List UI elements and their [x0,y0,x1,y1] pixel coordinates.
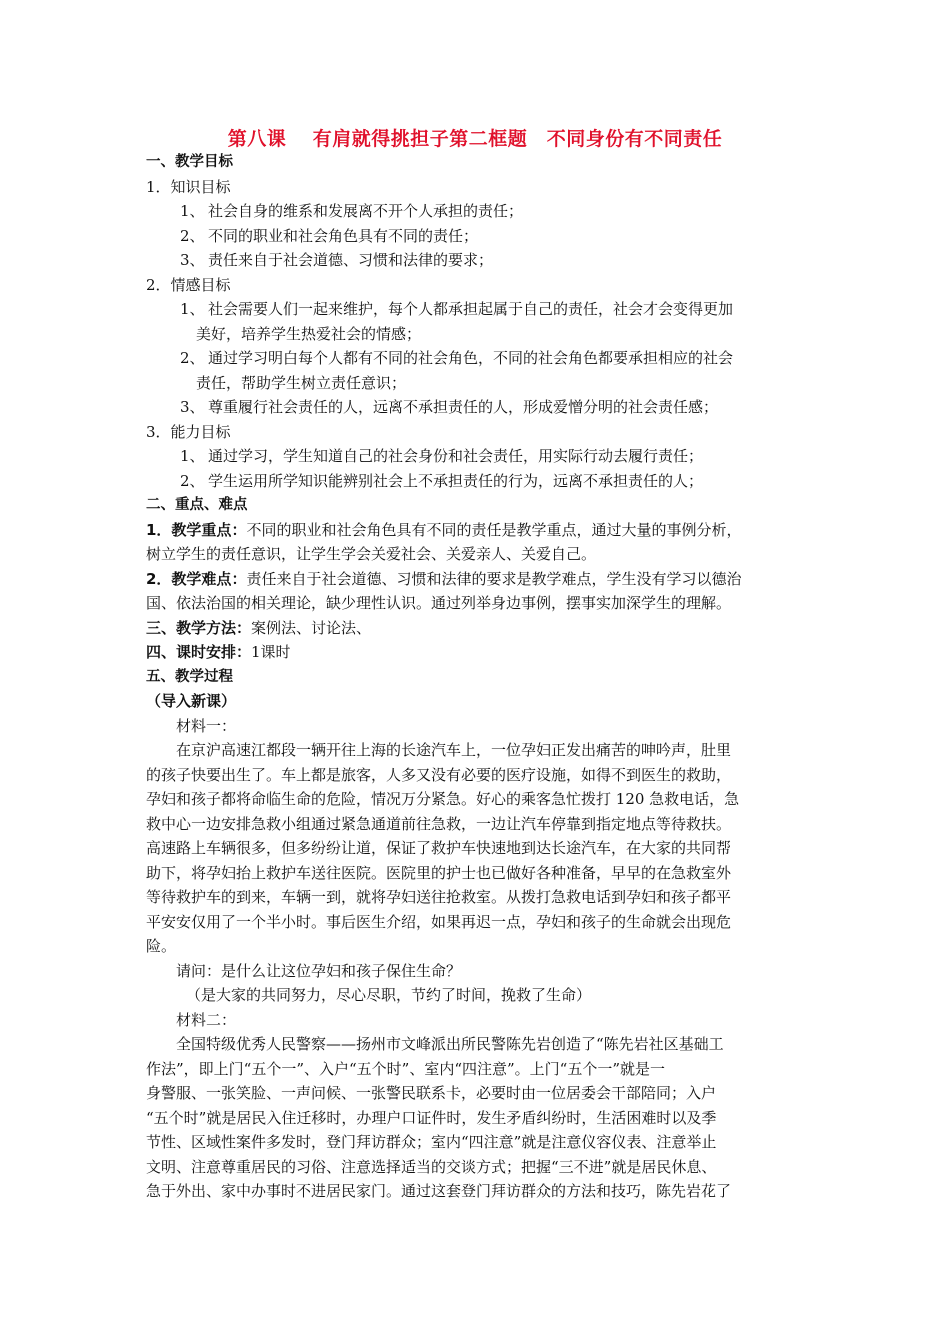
difficulty-paragraph [146,567,806,592]
list-item [146,444,806,469]
item-text: 社会需要人们一起来维护，每个人都承担起属于自己的责任，社会才会变得更加 [208,300,734,318]
list-item [146,248,806,273]
item-continuation: 责任，帮助学生树立责任意识； [196,373,407,392]
item-continuation: 美好，培养学生热爱社会的情感； [196,324,422,343]
section-heading-key-points: 二、重点、难点 [146,497,248,513]
item-text: 通过学习明白每个人都有不同的社会角色，不同的社会角色都要承担相应的社会 [208,349,734,367]
section-heading-objectives: 一、教学目标 [146,154,233,170]
material-one-label: 材料一： [176,716,237,735]
paragraph-line: 孕妇和孩子都将命临生命的危险，情况万分紧急。好心的乘客急忙拨打 120 急救电话，急 [146,790,740,808]
class-hours [146,640,806,665]
item-text: 不同的职业和社会角色具有不同的责任； [208,226,479,245]
paragraph-line: 助下，将孕妇抬上救护车送往医院。医院里的护士也已做好各种准备，早早的在急救室外 [146,863,732,882]
section-heading-hours: 四、课时安排： [146,643,252,661]
list-item [146,224,806,249]
material-two-label: 材料二： [176,1010,237,1029]
item-number: 1、 [180,202,205,220]
paragraph-line: 作法”，即上门“五个一”、入户“五个时”、室内“四注意”。上门“五个一”就是一 [146,1059,666,1078]
list-item [146,395,806,420]
list-item [146,469,806,494]
knowledge-objective-label: 1．知识目标 [146,177,231,196]
item-number: 2、 [180,471,205,490]
paragraph-line: 节性、区域性案件多发时，登门拜访群众；室内“四注意”就是注意仪容仪表、注意举止 [146,1133,717,1151]
key-point-paragraph [146,518,806,543]
paragraph-line: 文明、注意尊重居民的习俗、注意选择适当的交谈方式；把握“三不进”就是居民休息、 [146,1157,717,1176]
list-item [146,199,806,224]
paragraph-line: 等待救护车的到来，车辆一到，就将孕妇送往抢救室。从拨打急救电话到孕妇和孩子都平 [146,888,732,906]
ability-objective-label: 3．能力目标 [146,422,231,441]
lesson-content [146,150,806,1204]
item-text: 学生运用所学知识能辨别社会上不承担责任的行为，远离不承担责任的人； [208,471,704,490]
item-number: 2、 [180,226,205,245]
item-number: 2、 [180,349,205,367]
methods-text: 案例法、讨论法、 [251,618,372,637]
difficulty-text: 责任来自于社会道德、习惯和法律的要求是教学难点，学生没有学习以德治 [246,569,742,588]
answer-text: （是大家的共同努力，尽心尽职，节约了时间，挽救了生命） [186,986,592,1004]
paragraph-line: 全国特级优秀人民警察——扬州市文峰派出所民警陈先岩创造了“陈先岩社区基础工 [176,1035,724,1053]
paragraph-line: 平安安仅用了一个半小时。事后医生介绍，如果再迟一点，孕妇和孩子的生命就会出现危 [146,912,732,931]
item-text: 尊重履行社会责任的人，远离不承担责任的人，形成爱憎分明的社会责任感； [208,398,719,416]
difficulty-continuation: 国、依法治国的相关理论，缺少理性认识。通过列举身边事例，摆事实加深学生的理解。 [146,594,732,612]
paragraph-line: 急于外出、家中办事时不进居民家门。通过这套登门拜访群众的方法和技巧，陈先岩花了 [146,1182,732,1200]
paragraph-line: 救中心一边安排急救小组通过紧急通道前往急救，一边让汽车停靠到指定地点等待救扶。 [146,814,732,833]
paragraph-line: 在京沪高速江都段一辆开往上海的长途汽车上，一位孕妇正发出痛苦的呻吟声，肚里 [176,741,732,759]
item-text: 通过学习，学生知道自己的社会身份和社会责任，用实际行动去履行责任； [208,447,704,465]
lesson-title: 第八课 有肩就得挑担子第二框题 不同身份有不同责任 [227,128,723,150]
list-item [146,297,806,322]
key-point-label: 1．教学重点： [146,520,247,539]
paragraph-line: 身警服、一张笑脸、一声问候、一张警民联系卡，必要时由一位居委会干部陪同；入户 [146,1084,717,1102]
item-number: 1、 [180,447,205,465]
emotion-objective-label: 2．情感目标 [146,275,231,294]
question-text: 请问：是什么让这位孕妇和孩子保住生命？ [176,961,462,980]
item-number: 3、 [180,398,205,416]
item-number: 1、 [180,300,205,318]
key-point-continuation: 树立学生的责任意识，让学生学会关爱社会、关爱亲人、关爱自己。 [146,545,597,563]
paragraph-line: 高速路上车辆很多，但多纷纷让道，保证了救护车快速地到达长途汽车，在大家的共同帮 [146,839,732,857]
teaching-methods [146,616,806,641]
hours-text: 1课时 [251,643,291,661]
difficulty-label: 2．教学难点： [146,569,247,588]
item-text: 责任来自于社会道德、习惯和法律的要求； [208,251,494,269]
section-heading-methods: 三、教学方法： [146,618,252,637]
item-number: 3、 [180,251,205,269]
key-point-text: 不同的职业和社会角色具有不同的责任是教学重点，通过大量的事例分析， [246,520,742,539]
list-item [146,346,806,371]
intro-label: （导入新课） [146,692,237,710]
item-text: 社会自身的维系和发展离不开个人承担的责任； [208,202,524,220]
paragraph-line: 的孩子快要出生了。车上都是旅客，人多又没有必要的医疗设施，如得不到医生的救助， [146,765,732,784]
paragraph-line: 险。 [146,937,177,955]
section-heading-process: 五、教学过程 [146,668,233,685]
paragraph-line: “五个时”就是居民入住迁移时，办理户口证件时，发生矛盾纠纷时，生活困难时以及季 [146,1108,717,1127]
